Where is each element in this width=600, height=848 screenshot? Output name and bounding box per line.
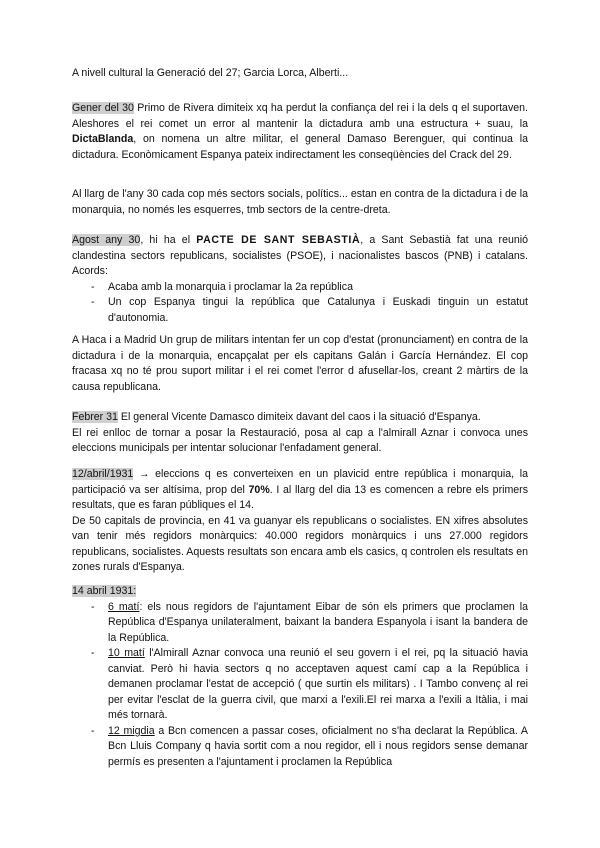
febrer-text-1: El general Vicente Damasco dimiteix davant del caos i la situació d'Espanya. bbox=[117, 411, 481, 423]
acord-item: - Acaba amb la monarquia i proclamar la 2a república bbox=[72, 280, 528, 296]
event-time: 6 matí bbox=[108, 600, 140, 613]
agost-text-1: , hi ha el bbox=[140, 234, 197, 246]
gener-paragraph bbox=[72, 101, 528, 163]
event-item bbox=[72, 646, 528, 724]
event-time: 12 migdia bbox=[108, 724, 155, 737]
haca-paragraph: A Haca i a Madrid Un grup de militars intentan fer un cop d'estat (pronunciament) en contra de la dictadura i de la monarquia, encapçalat per els capitans Galán i García Hernández. El cop fracasa xq no té prou suport militar i el rei comet l'error d afusellar-los, creant 2 màrtirs de la causa republicana. bbox=[72, 334, 528, 393]
agost-paragraph bbox=[72, 233, 528, 326]
date-agost: Agost any 30 bbox=[72, 234, 141, 246]
date-14-abril: 14 abril 1931: bbox=[72, 585, 137, 597]
event-time: 10 matí bbox=[108, 647, 145, 659]
acords-list bbox=[72, 280, 528, 327]
acord-item: - Un cop Espanya tingui la república que Catalunya i Euskadi tinguin un estatut d'autonomia. bbox=[72, 295, 528, 326]
abril12-paragraph bbox=[72, 467, 528, 576]
abril14-list bbox=[72, 600, 528, 771]
event-item bbox=[72, 600, 528, 647]
participacio-value: 70% bbox=[248, 483, 270, 496]
event-text: a Bcn comencen a passar coses, oficialment no s'ha declarat la República. A Bcn Lluis Company q havia sortit com a nou regidor, ell i nous regidors sense demanar permís es presenten a l'ajuntament i proclamen la República bbox=[108, 724, 528, 768]
febrer-paragraph bbox=[72, 410, 528, 457]
pacte-sant-sebastia-term: PACTE DE SANT SEBASTIÀ bbox=[196, 234, 361, 246]
event-text: els nous regidors de l'ajuntament Eibar de són els primers que proclamen la República d'Espanya unilateralment, baixant la bandera Espanyola i isant la bandera de la República. bbox=[108, 600, 528, 644]
intro-paragraph: A nivell cultural la Generació del 27; Garcia Lorca, Alberti... bbox=[72, 67, 349, 79]
gener-text-1: Primo de Rivera dimiteix xq ha perdut la confiança del rei i la dels q el suportaven. Aleshores el rei comet un error al mantenir la dictadura amb una estructura + suau, la bbox=[72, 102, 528, 130]
gener-text-2: , on nomena un altre militar, el general Damaso Berenguer, qui continua la dictadura. Econòmicament Espanya pateix indirectament les conseqüències del Crack del 29. bbox=[72, 133, 528, 161]
date-gener: Gener del 30 bbox=[72, 102, 134, 114]
agost-text-2: , a Sant Sebastià fat una reunió clandestina sectors republicans, socialistes (PSOE), i nacionalistes bascos (PNB) i catalans. Acords: bbox=[72, 234, 529, 277]
dictablanda-term: DictaBlanda bbox=[72, 133, 134, 145]
event-sep: : bbox=[139, 600, 143, 613]
event-text: l'Almirall Aznar convoca una reunió el seu govern i el rei, pq la situació havia canviat. Però hi havia sectors q no acceptaven aquest camí cap a la República i demanen proclamar l'estat de accepció ( que surtin els militars) . I Tambo convenç al rei per evitar l'esclat de la guerra civil, que marxi a l'exili.El rei marxa a l'exili a Itàlia, i mai més tornarà. bbox=[108, 647, 528, 721]
abril12-text-1: → eleccions q es converteixen en un plavicid entre república i monarquia, la participació va ser altísima, prop del bbox=[72, 468, 528, 496]
febrer-text-2: El rei enlloc de tornar a posar la Restauració, posa al cap a l'almirall Aznar i convoca unes eleccions municipals per intentar solucionar l'enfadament general. bbox=[72, 426, 528, 454]
abril12-text-3: De 50 capitals de provincia, en 41 va guanyar els republicans o socialistes. EN xifres absolutes van tenir més regidors monàrquics: 40.000 regidors monàrquics i uns 27.000 regidors republicans, socialistes. Aquests resultats son encara amb els casics, q controlen els resultats en zones rurals d'Espanya. bbox=[72, 514, 528, 573]
abril14-section bbox=[72, 584, 528, 770]
event-item bbox=[72, 724, 528, 771]
llarg-paragraph: Al llarg de l'any 30 cada cop més sectors socials, polítics... estan en contra de la dictadura i de la monarquia, no només les esquerres, tmb sectors de la centre-dreta. bbox=[72, 188, 528, 216]
date-12-abril: 12/abril/1931 bbox=[72, 468, 134, 480]
date-febrer: Febrer 31 bbox=[72, 411, 118, 423]
abril12-text-2: . I al llarg del dia 13 es comencen a rebre els primers resultats, que es faran públiques el 14. bbox=[72, 483, 528, 511]
